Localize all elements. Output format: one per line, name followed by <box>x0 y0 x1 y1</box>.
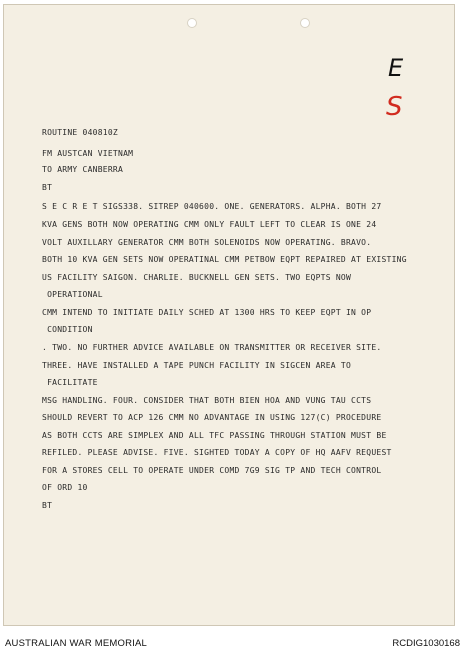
message-line: OF ORD 10 <box>42 483 88 492</box>
message-line: REFILED. PLEASE ADVISE. FIVE. SIGHTED TODAY A COPY OF HQ AAFV REQUEST <box>42 448 392 457</box>
message-line: US FACILITY SAIGON. CHARLIE. BUCKNELL GEN SETS. TWO EQPTS NOW <box>42 273 352 282</box>
handwritten-mark-s: S <box>386 92 403 122</box>
archive-name: AUSTRALIAN WAR MEMORIAL <box>5 638 148 649</box>
message-line: FOR A STORES CELL TO OPERATE UNDER COMD 7G9 SIG TP AND TECH CONTROL <box>42 466 382 475</box>
message-line: ROUTINE 040810Z <box>42 128 118 137</box>
message-line: . TWO. NO FURTHER ADVICE AVAILABLE ON TRANSMITTER OR RECEIVER SITE. <box>42 343 382 352</box>
punch-hole-right <box>300 18 310 28</box>
message-line: THREE. HAVE INSTALLED A TAPE PUNCH FACILITY IN SIGCEN AREA TO <box>42 361 352 370</box>
message-line: FM AUSTCAN VIETNAM <box>42 149 134 158</box>
message-line: MSG HANDLING. FOUR. CONSIDER THAT BOTH BIEN HOA AND VUNG TAU CCTS <box>42 396 372 405</box>
message-line: TO ARMY CANBERRA <box>42 165 124 174</box>
message-line: BOTH 10 KVA GEN SETS NOW OPERATINAL CMM PETBOW EQPT REPAIRED AT EXISTING <box>42 255 407 264</box>
message-line: BT <box>42 183 53 192</box>
handwritten-mark-e: E <box>388 54 404 82</box>
message-line: CONDITION <box>42 325 93 334</box>
message-line: OPERATIONAL <box>42 290 103 299</box>
archive-footer <box>0 636 464 654</box>
message-line: VOLT AUXILLARY GENERATOR CMM BOTH SOLENOIDS NOW OPERATING. BRAVO. <box>42 238 372 247</box>
punch-hole-left <box>187 18 197 28</box>
message-line: S E C R E T SIGS338. SITREP 040600. ONE. GENERATORS. ALPHA. BOTH 27 <box>42 202 382 211</box>
message-line: CMM INTEND TO INITIATE DAILY SCHED AT 1300 HRS TO KEEP EQPT IN OP <box>42 308 372 317</box>
message-line: SHOULD REVERT TO ACP 126 CMM NO ADVANTAGE IN USING 127(C) PROCEDURE <box>42 413 382 422</box>
message-line: FACILITATE <box>42 378 98 387</box>
message-line: KVA GENS BOTH NOW OPERATING CMM ONLY FAULT LEFT TO CLEAR IS ONE 24 <box>42 220 377 229</box>
message-line: AS BOTH CCTS ARE SIMPLEX AND ALL TFC PASSING THROUGH STATION MUST BE <box>42 431 387 440</box>
record-id: RCDIG1030168 <box>392 638 460 649</box>
message-line: BT <box>42 501 53 510</box>
